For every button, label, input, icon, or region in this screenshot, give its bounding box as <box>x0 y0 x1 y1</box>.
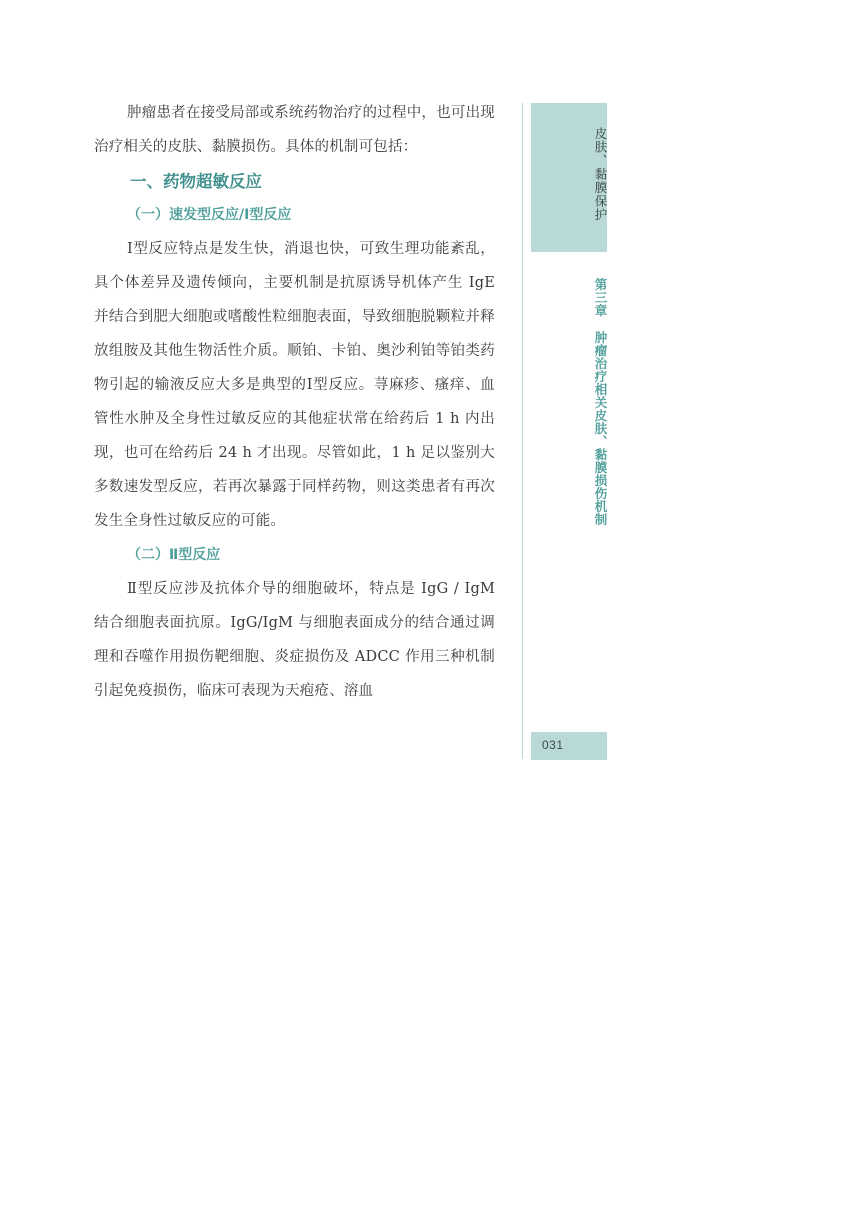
subheading-type-2-reaction: （二）Ⅱ型反应 <box>127 547 221 563</box>
type-2-reaction-paragraph: Ⅱ型反应涉及抗体介导的细胞破坏，特点是 IgG / IgM 结合细胞表面抗原。IgG/IgM 与细胞表面成分的结合通过调理和吞噬作用损伤靶细胞、炎症损伤及 ADCC 作用三种机制引起免疫损伤，临床可表现为天疱疮、溶血 <box>94 581 495 699</box>
page-number: 031 <box>542 738 564 752</box>
main-text-column <box>94 96 495 708</box>
section-tab-label: 皮肤、黏膜保护 <box>593 127 608 222</box>
subheading-type-1-reaction: （一）速发型反应/Ⅰ型反应 <box>127 207 292 223</box>
chapter-title: 肿瘤治疗相关皮肤、黏膜损伤机制 <box>593 331 608 526</box>
chapter-running-head <box>531 278 607 526</box>
chapter-number: 第三章 <box>593 278 608 317</box>
column-divider <box>522 103 523 759</box>
intro-paragraph: 肿瘤患者在接受局部或系统药物治疗的过程中，也可出现治疗相关的皮肤、黏膜损伤。具体的机制可包括： <box>94 105 495 155</box>
section-heading-drug-hypersensitivity: 一、药物超敏反应 <box>130 172 262 191</box>
section-tab <box>531 103 607 252</box>
type-1-reaction-paragraph: Ⅰ型反应特点是发生快，消退也快，可致生理功能紊乱，具个体差异及遗传倾向，主要机制是抗原诱导机体产生 IgE 并结合到肥大细胞或嗜酸性粒细胞表面，导致细胞脱颗粒并释放组胺及其他生物活性介质。顺铂、卡铂、奥沙利铂等铂类药物引起的输液反应大多是典型的Ⅰ型反应。荨麻疹、瘙痒、血管性水肿及全身性过敏反应的其他症状常在给药后 1 h 内出现，也可在给药后 24 h 才出现。尽管如此，1 h 足以鉴别大多数速发型反应，若再次暴露于同样药物，则这类患者有再次发生全身性过敏反应的可能。 <box>94 241 495 529</box>
page-number-badge <box>531 732 607 760</box>
